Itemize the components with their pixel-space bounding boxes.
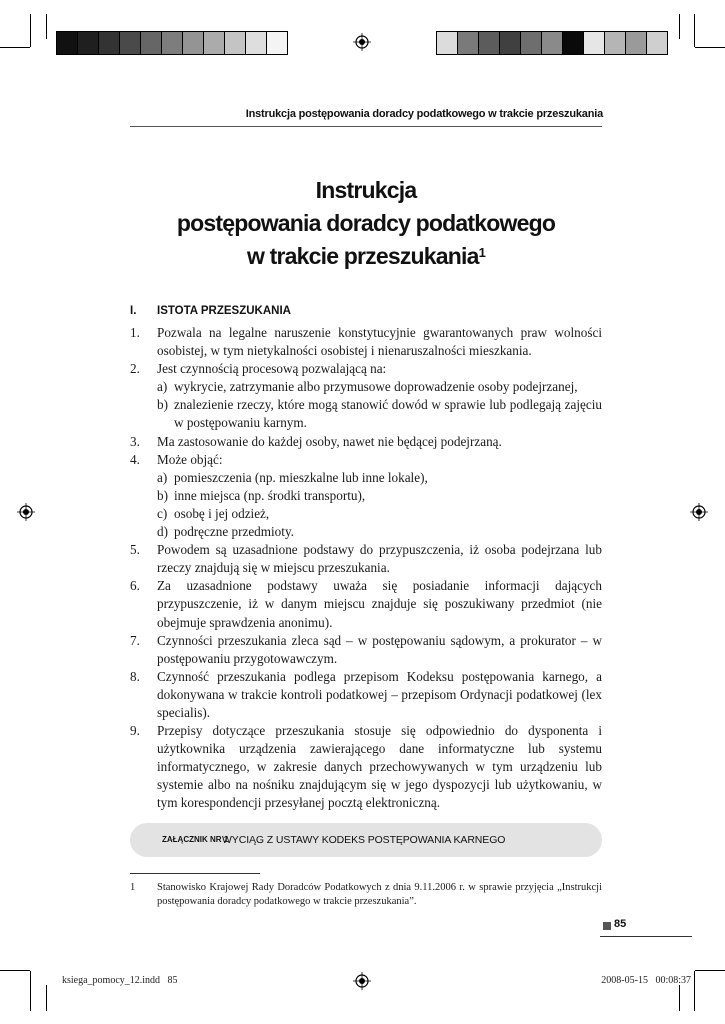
- list-item: [130, 360, 602, 378]
- list-item: [130, 324, 602, 360]
- registration-mark-icon: [353, 33, 371, 51]
- item-text: Przepisy dotyczące przeszukania stosuje się odpowiednio do dysponenta i użytkownika urządzenia zawierającego dane informatyczne lub systemu informatycznego, w zakresie danych przechowywanych w tym urządzeniu lub systemie albo na nośniku znajdującym się w jego dyspozycji lub użytkowaniu, w tym korespondencji przesyłanej pocztą elektroniczną.: [157, 723, 602, 811]
- title-line-1: Instrukcja: [315, 177, 417, 203]
- item-number: 7.: [130, 632, 140, 648]
- sub-item: [157, 378, 602, 396]
- header-rule: [130, 126, 602, 127]
- color-swatch: [225, 32, 246, 54]
- item-number: 1.: [130, 325, 140, 340]
- running-header: Instrukcja postępowania doradcy podatkowego w trakcie przeszukania: [245, 108, 603, 120]
- item-number: 4.: [130, 451, 140, 467]
- section-title: ISTOTA PRZESZUKANIA: [157, 305, 291, 317]
- color-swatch: [204, 32, 225, 54]
- sub-item: [157, 396, 602, 432]
- crop-mark: [30, 971, 31, 1011]
- list-item: [130, 668, 602, 722]
- color-swatch: [183, 32, 204, 54]
- footnote-ref: 1: [478, 245, 486, 260]
- color-swatch: [584, 32, 605, 54]
- sub-item-text: pomieszczenia (np. mieszkalne lub inne lokale),: [174, 469, 428, 485]
- color-swatch: [626, 32, 647, 54]
- attachment-label: ZAŁĄCZNIK NR 1: [162, 835, 229, 844]
- crop-mark: [679, 14, 680, 39]
- color-swatch: [162, 32, 183, 54]
- item-text: Powodem są uzasadnione podstawy do przypuszczenia, iż osoba podejrzana lub rzeczy znajdują się w miejscu przeszukania.: [157, 542, 602, 576]
- footnote: [130, 881, 602, 909]
- item-number: 2.: [130, 361, 140, 377]
- color-swatch: [521, 32, 542, 54]
- sub-item: [157, 469, 602, 487]
- sub-item: [157, 523, 602, 541]
- registration-mark-icon: [17, 503, 35, 521]
- color-swatch: [437, 32, 458, 54]
- numbered-list: [130, 324, 602, 813]
- item-text: Czynność przeszukania podlega przepisom Kodeksu postępowania karnego, a dokonywana w trakcie kontroli podatkowej – przepisom Ordynacji podatkowej (lex specialis).: [157, 668, 602, 720]
- sub-item-letter: b): [157, 397, 168, 413]
- crop-mark: [46, 985, 47, 1011]
- list-item: [130, 722, 602, 812]
- sub-item-text: podręczne przedmioty.: [174, 524, 294, 540]
- list-item: [130, 577, 602, 631]
- crop-mark: [46, 14, 47, 39]
- color-swatch: [120, 32, 141, 54]
- sub-item-letter: b): [157, 487, 168, 503]
- list-item: [130, 541, 602, 577]
- sub-item: [157, 487, 602, 505]
- crop-mark: [30, 14, 31, 47]
- item-number: 8.: [130, 668, 140, 684]
- sub-item-letter: a): [157, 379, 168, 395]
- crop-mark: [0, 47, 30, 48]
- color-swatch: [542, 32, 563, 54]
- sub-item: [157, 505, 602, 523]
- crop-mark: [0, 970, 30, 971]
- page-title: [130, 174, 602, 273]
- color-bar-left: [56, 31, 288, 55]
- crop-mark: [695, 47, 725, 48]
- color-swatch: [479, 32, 500, 54]
- item-text: Pozwala na legalne naruszenie konstytucyjnie gwarantowanych praw wolności osobistej, w tym nietykalności osobistej i nienaruszalności mieszkania.: [157, 325, 602, 359]
- attachment-title: WYCIĄG Z USTAWY KODEKS POSTĘPOWANIA KARNEGO: [222, 833, 506, 846]
- color-swatch: [458, 32, 479, 54]
- item-text: Ma zastosowanie do każdej osoby, nawet nie będącej podejrzaną.: [157, 433, 502, 449]
- crop-mark: [694, 971, 695, 1011]
- item-number: 3.: [130, 433, 140, 449]
- color-swatch: [647, 32, 667, 54]
- color-swatch: [99, 32, 120, 54]
- page-number: 85: [614, 918, 627, 930]
- section-number: I.: [130, 305, 137, 317]
- footnote-text: Stanowisko Krajowej Rady Doradców Podatkowych z dnia 9.11.2006 r. w sprawie przyjęcia „Instrukcji postępowania doradcy podatkowego w trakcie przeszukania”.: [157, 882, 602, 907]
- sub-item-text: inne miejsca (np. środki transportu),: [174, 487, 366, 503]
- list-item: [130, 632, 602, 668]
- sub-item-text: znalezienie rzeczy, które mogą stanowić dowód w sprawie lub podlegają zajęciu w postępowaniu karnym.: [174, 397, 602, 431]
- item-text: Czynności przeszukania zleca sąd – w postępowaniu sądowym, a prokurator – w postępowaniu przygotowawczym.: [157, 632, 602, 666]
- attachment-banner[interactable]: [130, 823, 602, 857]
- color-swatch: [141, 32, 162, 54]
- registration-mark-icon: [690, 503, 708, 521]
- item-text: Może objąć:: [157, 451, 223, 467]
- sub-item-letter: d): [157, 524, 168, 540]
- color-swatch: [267, 32, 287, 54]
- title-line-2: postępowania doradcy podatkowego: [176, 210, 556, 236]
- sub-item-letter: c): [157, 505, 168, 521]
- footnote-number: 1: [130, 882, 136, 893]
- color-swatch: [605, 32, 626, 54]
- crop-mark: [695, 970, 725, 971]
- list-item: [130, 451, 602, 469]
- color-swatch: [246, 32, 267, 54]
- footnote-rule: [130, 873, 260, 874]
- page-number-rule: [600, 936, 692, 937]
- title-line-3: [130, 240, 602, 273]
- crop-mark: [679, 985, 680, 1011]
- title-line-3-text: w trakcie przeszukania: [246, 243, 479, 269]
- color-bar-right: [436, 31, 668, 55]
- sub-item-letter: a): [157, 469, 168, 485]
- registration-mark-icon: [353, 972, 371, 990]
- color-swatch: [500, 32, 521, 54]
- slug-file: ksiega_pomocy_12.indd 85: [62, 975, 178, 986]
- sub-item-text: wykrycie, zatrzymanie albo przymusowe doprowadzenie osoby podejrzanej,: [174, 379, 578, 395]
- list-item: [130, 433, 602, 451]
- color-swatch: [78, 32, 99, 54]
- item-number: 5.: [130, 542, 140, 558]
- sub-item-text: osobę i jej odzież,: [174, 505, 270, 521]
- item-text: Za uzasadnione podstawy uważa się posiadanie informacji dających przypuszczenie, iż w danym miejscu znajduje się poszukiwany przedmiot (nie obejmuje sprawdzenia anonimu).: [157, 578, 602, 630]
- color-swatch: [563, 32, 584, 54]
- slug-datetime: 2008-05-15 00:08:37: [601, 975, 691, 986]
- crop-mark: [694, 14, 695, 47]
- color-swatch: [57, 32, 78, 54]
- page-number-marker: [603, 922, 611, 930]
- item-text: Jest czynnością procesową pozwalającą na:: [157, 361, 387, 377]
- item-number: 6.: [130, 578, 140, 594]
- item-number: 9.: [130, 723, 140, 739]
